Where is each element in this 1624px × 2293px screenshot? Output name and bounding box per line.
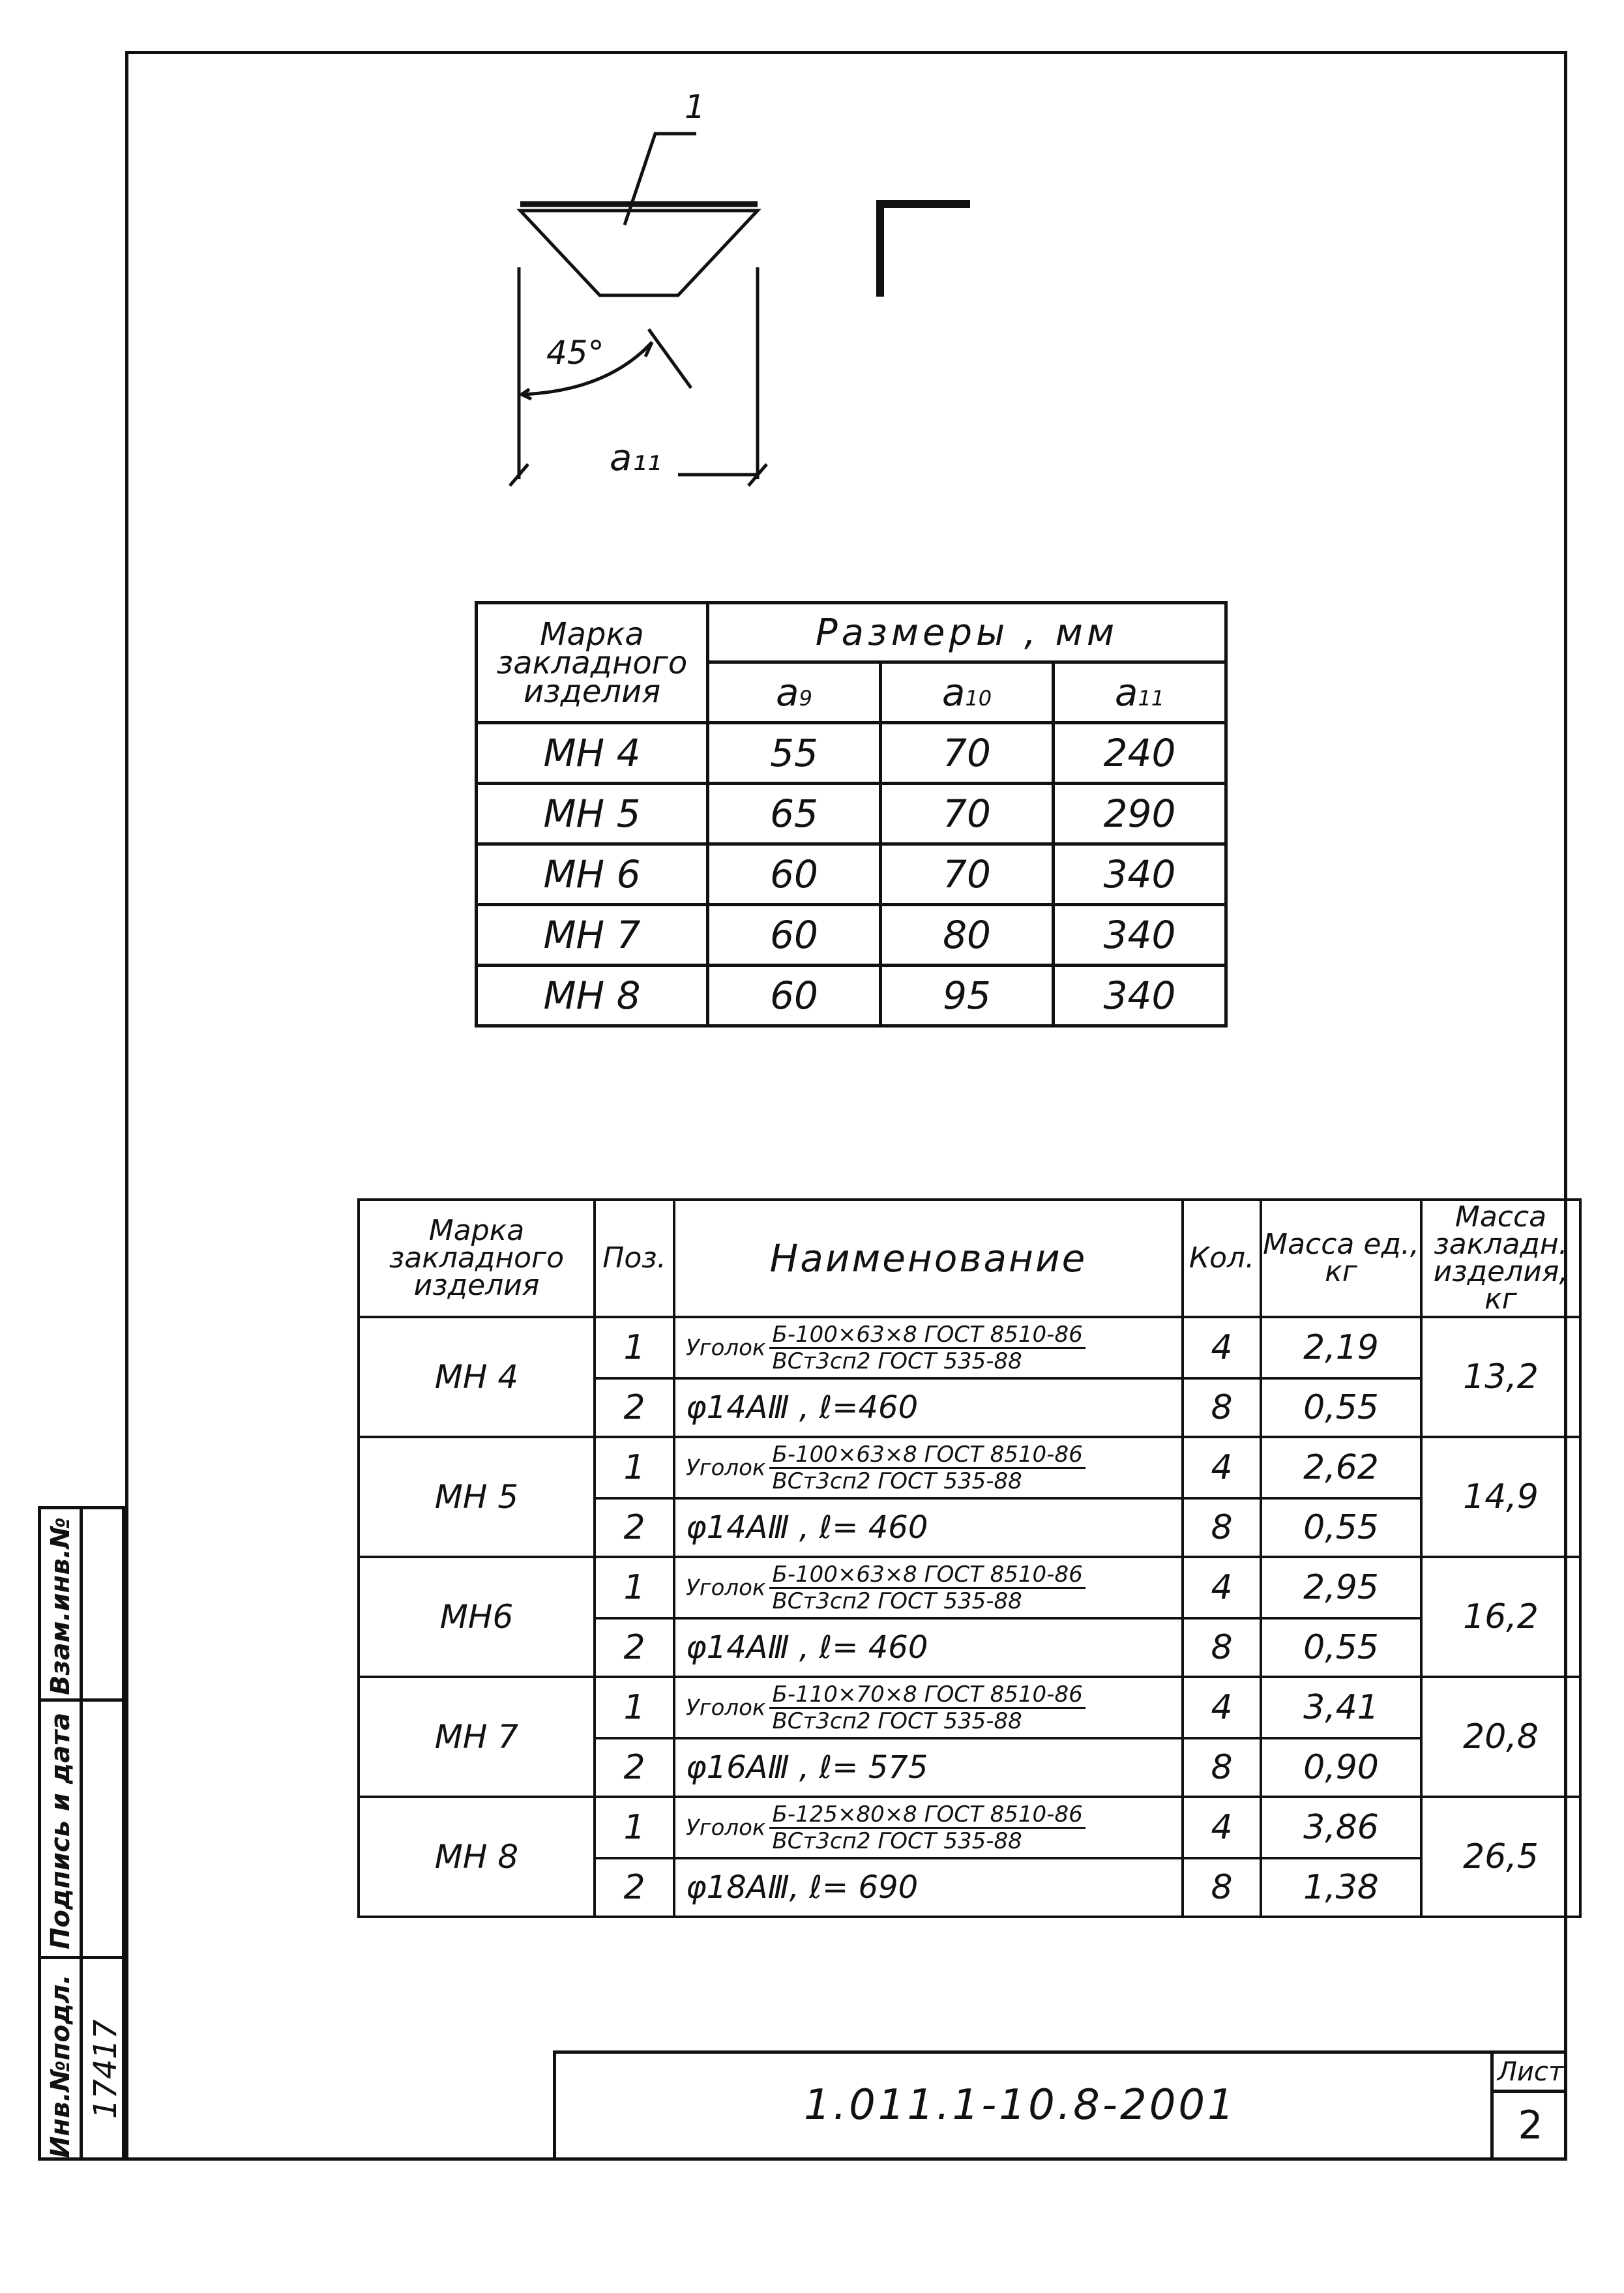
spec-name-top: Б-100×63×8 ГОСТ 8510-86 — [769, 1322, 1085, 1349]
document-code: 1.011.1-10.8-2001 — [804, 2081, 1237, 2129]
spec-brand: МН6 — [359, 1557, 595, 1677]
spec-name-bottom: ВСт3сп2 ГОСТ 535-88 — [772, 1588, 1022, 1614]
spec-header-name: Наименование — [674, 1200, 1183, 1317]
spec-unit-mass: 2,19 — [1261, 1317, 1421, 1378]
spec-brand: МН 5 — [359, 1437, 595, 1557]
spec-name-top: Б-100×63×8 ГОСТ 8510-86 — [769, 1442, 1085, 1469]
angle-label: 45° — [546, 334, 604, 372]
dimension-label: a₁₁ — [610, 437, 662, 479]
stamp-replaced-label: Взам.инв.№ — [46, 1517, 76, 1695]
spec-pos: 2 — [595, 1858, 674, 1917]
dims-a11: 340 — [1054, 844, 1226, 905]
spec-qty: 4 — [1183, 1437, 1261, 1498]
spec-name — [674, 1557, 1183, 1618]
table-row — [359, 1557, 1580, 1618]
angle-profile-icon — [880, 204, 970, 297]
spec-header-qty: Кол. — [1183, 1200, 1261, 1317]
spec-unit-mass: 2,62 — [1261, 1437, 1421, 1498]
dims-header-brand: Марка закладного изделия — [477, 603, 708, 723]
spec-qty: 4 — [1183, 1797, 1261, 1858]
dims-a11: 240 — [1054, 723, 1226, 784]
spec-name-label: Уголок — [686, 1455, 766, 1481]
dims-a11: 340 — [1054, 966, 1226, 1026]
spec-qty: 4 — [1183, 1677, 1261, 1738]
spec-pos: 2 — [595, 1498, 674, 1557]
dims-brand: МН 4 — [477, 723, 708, 784]
spec-pos: 2 — [595, 1618, 674, 1677]
dims-a10: 95 — [881, 966, 1054, 1026]
spec-header-brand: Марка закладного изделия — [359, 1200, 595, 1317]
spec-name — [674, 1797, 1183, 1858]
spec-pos: 2 — [595, 1378, 674, 1437]
sheet-label: Лист — [1494, 2054, 1567, 2093]
table-row — [359, 1677, 1580, 1738]
spec-name-label: Уголок — [686, 1814, 766, 1841]
spec-qty: 8 — [1183, 1498, 1261, 1557]
spec-pos: 1 — [595, 1317, 674, 1378]
dims-a10: 70 — [881, 784, 1054, 844]
spec-pos: 1 — [595, 1797, 674, 1858]
table-row — [477, 905, 1226, 966]
spec-name-label: Уголок — [686, 1694, 766, 1721]
spec-brand: МН 7 — [359, 1677, 595, 1797]
spec-header-total-mass: Масса закладн. изделия, кг — [1421, 1200, 1580, 1317]
spec-unit-mass: 0,55 — [1261, 1618, 1421, 1677]
spec-name — [674, 1677, 1183, 1738]
dims-a9: 55 — [708, 723, 881, 784]
spec-header-pos: Поз. — [595, 1200, 674, 1317]
dims-a10: 80 — [881, 905, 1054, 966]
spec-qty: 8 — [1183, 1858, 1261, 1917]
dims-a9: 65 — [708, 784, 881, 844]
dims-brand: МН 5 — [477, 784, 708, 844]
specification-table — [357, 1198, 1582, 1918]
spec-name — [674, 1317, 1183, 1378]
spec-name: φ14АⅢ , ℓ=460 — [674, 1378, 1183, 1437]
stamp-signature-label: Подпись и дата — [46, 1712, 76, 1949]
spec-name: φ16АⅢ , ℓ= 575 — [674, 1738, 1183, 1797]
dims-col-a9: a9 — [708, 662, 881, 723]
spec-qty: 8 — [1183, 1378, 1261, 1437]
spec-total-mass: 14,9 — [1421, 1437, 1580, 1557]
dims-col-a10: a10 — [881, 662, 1054, 723]
sheet-number: 2 — [1518, 2103, 1543, 2148]
spec-name-bottom: ВСт3сп2 ГОСТ 535-88 — [772, 1348, 1022, 1374]
stamp-inv-value: 17417 — [87, 2019, 124, 2119]
position-label: 1 — [685, 88, 705, 126]
spec-brand: МН 8 — [359, 1797, 595, 1917]
spec-total-mass: 20,8 — [1421, 1677, 1580, 1797]
dims-a9: 60 — [708, 905, 881, 966]
table-row — [477, 784, 1226, 844]
spec-unit-mass: 2,95 — [1261, 1557, 1421, 1618]
spec-name-bottom: ВСт3сп2 ГОСТ 535-88 — [772, 1708, 1022, 1734]
spec-name-bottom: ВСт3сп2 ГОСТ 535-88 — [772, 1468, 1022, 1494]
spec-name — [674, 1437, 1183, 1498]
spec-name-label: Уголок — [686, 1335, 766, 1361]
table-row — [477, 723, 1226, 784]
angle-section-shape — [520, 211, 758, 295]
spec-unit-mass: 0,55 — [1261, 1498, 1421, 1557]
spec-brand: МН 4 — [359, 1317, 595, 1437]
spec-unit-mass: 0,55 — [1261, 1378, 1421, 1437]
spec-total-mass: 16,2 — [1421, 1557, 1580, 1677]
spec-pos: 1 — [595, 1437, 674, 1498]
spec-name: φ18АⅢ, ℓ= 690 — [674, 1858, 1183, 1917]
spec-header-unit-mass: Масса ед., кг — [1261, 1200, 1421, 1317]
dims-brand: МН 7 — [477, 905, 708, 966]
dims-col-a11: a11 — [1054, 662, 1226, 723]
dimensions-table — [475, 601, 1228, 1028]
dims-a10: 70 — [881, 844, 1054, 905]
spec-pos: 1 — [595, 1557, 674, 1618]
spec-unit-mass: 3,41 — [1261, 1677, 1421, 1738]
dims-header-sizes: Размеры , мм — [708, 603, 1226, 662]
table-row — [359, 1317, 1580, 1378]
dims-a11: 340 — [1054, 905, 1226, 966]
spec-name-label: Уголок — [686, 1575, 766, 1601]
table-row — [477, 844, 1226, 905]
dims-a9: 60 — [708, 966, 881, 1026]
spec-unit-mass: 0,90 — [1261, 1738, 1421, 1797]
dims-a10: 70 — [881, 723, 1054, 784]
side-stamp — [38, 1506, 125, 2161]
spec-total-mass: 13,2 — [1421, 1317, 1580, 1437]
spec-unit-mass: 3,86 — [1261, 1797, 1421, 1858]
stamp-inv-label: Инв.№подл. — [46, 1974, 76, 2158]
spec-qty: 4 — [1183, 1317, 1261, 1378]
spec-qty: 8 — [1183, 1738, 1261, 1797]
spec-qty: 4 — [1183, 1557, 1261, 1618]
spec-pos: 2 — [595, 1738, 674, 1797]
dims-brand: МН 6 — [477, 844, 708, 905]
spec-name-top: Б-100×63×8 ГОСТ 8510-86 — [769, 1562, 1085, 1589]
spec-total-mass: 26,5 — [1421, 1797, 1580, 1917]
spec-pos: 1 — [595, 1677, 674, 1738]
table-row — [359, 1437, 1580, 1498]
spec-name-top: Б-125×80×8 ГОСТ 8510-86 — [769, 1802, 1085, 1829]
table-row — [477, 966, 1226, 1026]
table-row — [359, 1797, 1580, 1858]
dims-brand: МН 8 — [477, 966, 708, 1026]
dims-a11: 290 — [1054, 784, 1226, 844]
spec-name-top: Б-110×70×8 ГОСТ 8510-86 — [769, 1682, 1085, 1709]
sheet-cell — [1490, 2054, 1567, 2161]
spec-qty: 8 — [1183, 1618, 1261, 1677]
dims-a9: 60 — [708, 844, 881, 905]
title-block — [553, 2050, 1567, 2161]
spec-name: φ14АⅢ , ℓ= 460 — [674, 1498, 1183, 1557]
spec-name-bottom: ВСт3сп2 ГОСТ 535-88 — [772, 1827, 1022, 1854]
spec-name: φ14АⅢ , ℓ= 460 — [674, 1618, 1183, 1677]
spec-unit-mass: 1,38 — [1261, 1858, 1421, 1917]
